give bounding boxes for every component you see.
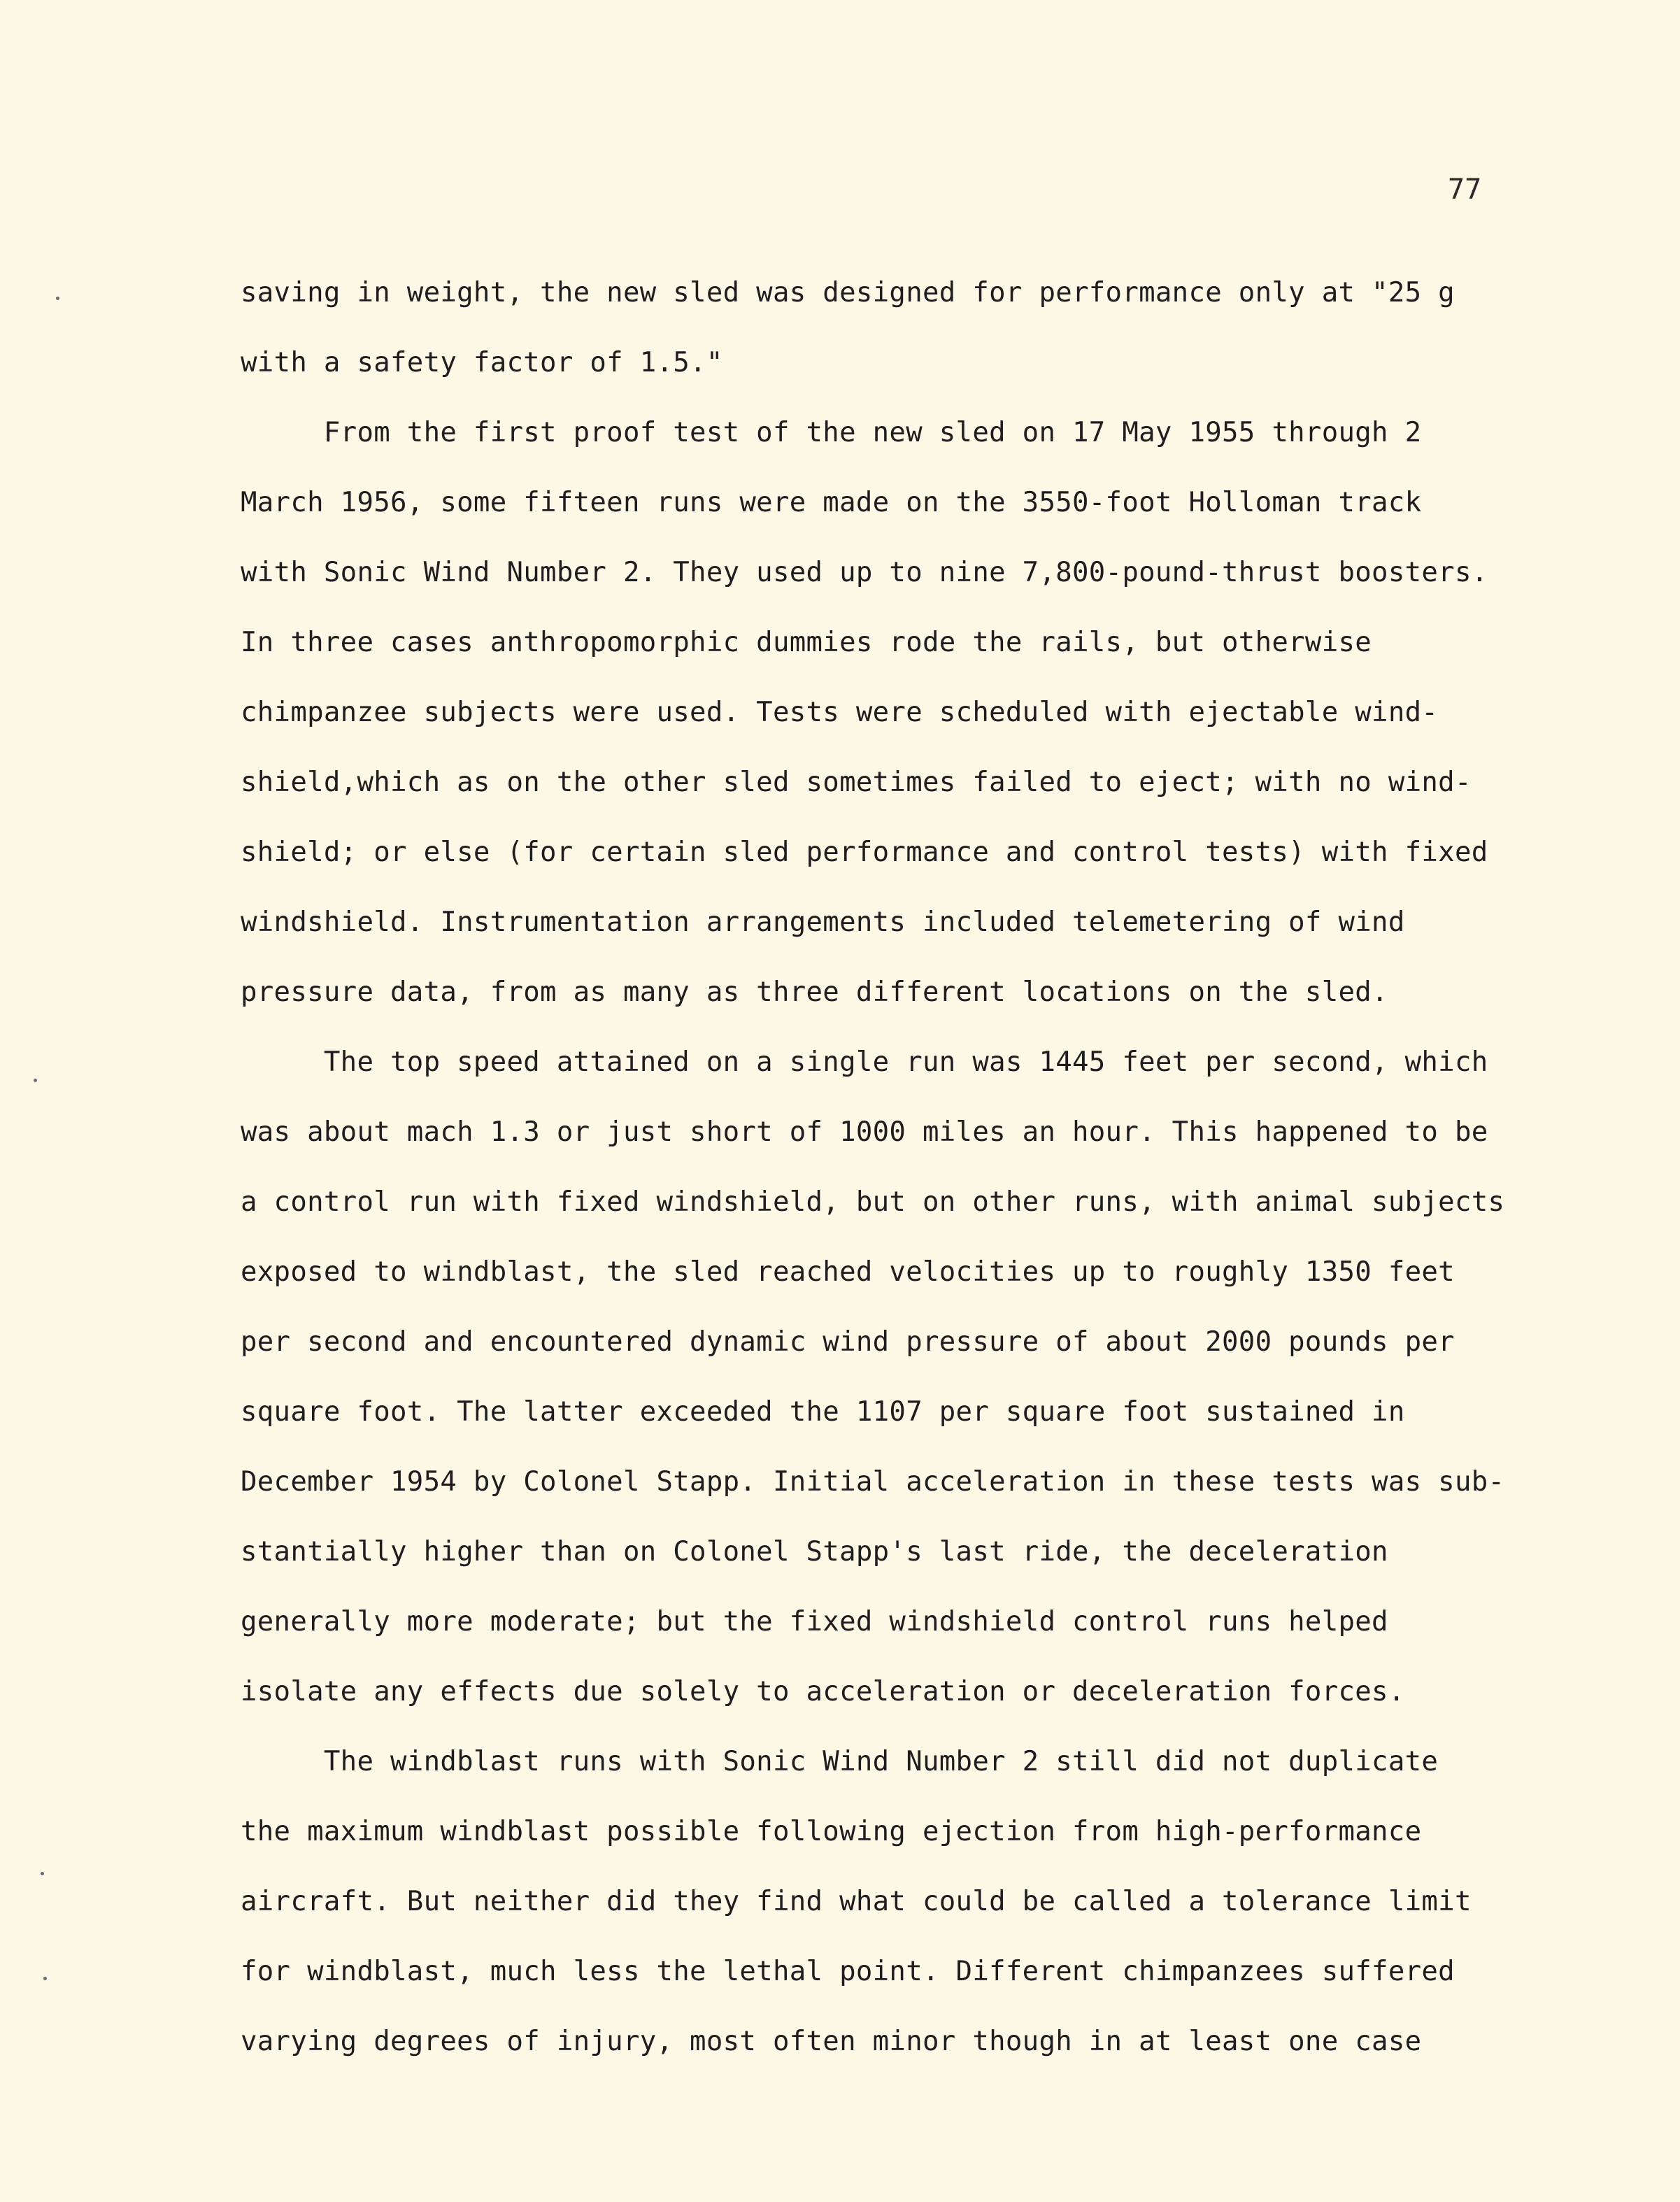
text-line: was about mach 1.3 or just short of 1000 miles an hour. This happened to be: [241, 1116, 1488, 1148]
text-line: varying degrees of injury, most often minor though in at least one case: [241, 2026, 1422, 2057]
text-line: shield,which as on the other sled sometimes failed to eject; with no wind-: [241, 767, 1472, 798]
text-line: for windblast, much less the lethal point. Different chimpanzees suffered: [241, 1956, 1455, 1987]
text-line: the maximum windblast possible following ejection from high-performance: [241, 1816, 1422, 1847]
text-line: stantially higher than on Colonel Stapp's last ride, the deceleration: [241, 1536, 1388, 1568]
text-line: square foot. The latter exceeded the 1107 per square foot sustained in: [241, 1396, 1405, 1428]
text-line: isolate any effects due solely to acceleration or deceleration forces.: [241, 1676, 1405, 1707]
text-line: per second and encountered dynamic wind pressure of about 2000 pounds per: [241, 1326, 1455, 1358]
text-line: shield; or else (for certain sled performance and control tests) with fixed: [241, 837, 1488, 868]
text-line: The windblast runs with Sonic Wind Number 2 still did not duplicate: [241, 1746, 1439, 1777]
text-line: aircraft. But neither did they find what could be called a tolerance limit: [241, 1886, 1472, 1917]
margin-speck: [43, 1977, 47, 1980]
text-line: windshield. Instrumentation arrangements included telemetering of wind: [241, 907, 1405, 938]
text-line: chimpanzee subjects were used. Tests were scheduled with ejectable wind-: [241, 697, 1439, 728]
text-line: The top speed attained on a single run was 1445 feet per second, which: [241, 1046, 1488, 1078]
text-line: exposed to windblast, the sled reached velocities up to roughly 1350 feet: [241, 1256, 1455, 1288]
text-line: with Sonic Wind Number 2. They used up to nine 7,800-pound-thrust boosters.: [241, 557, 1488, 588]
text-line: In three cases anthropomorphic dummies rode the rails, but otherwise: [241, 627, 1372, 658]
text-line: a control run with fixed windshield, but on other runs, with animal subjects: [241, 1186, 1505, 1218]
margin-speck: [41, 1872, 44, 1875]
text-line: with a safety factor of 1.5.": [241, 347, 723, 378]
page-number: 77: [1448, 173, 1482, 206]
text-line: saving in weight, the new sled was designed for performance only at "25 g: [241, 277, 1455, 308]
text-line: December 1954 by Colonel Stapp. Initial acceleration in these tests was sub-: [241, 1466, 1505, 1498]
text-line: From the first proof test of the new sled on 17 May 1955 through 2: [241, 417, 1422, 448]
text-line: generally more moderate; but the fixed windshield control runs helped: [241, 1606, 1388, 1638]
text-line: pressure data, from as many as three different locations on the sled.: [241, 976, 1388, 1008]
margin-speck: [34, 1079, 37, 1082]
text-line: March 1956, some fifteen runs were made on the 3550-foot Holloman track: [241, 487, 1422, 518]
margin-speck: [56, 297, 59, 300]
